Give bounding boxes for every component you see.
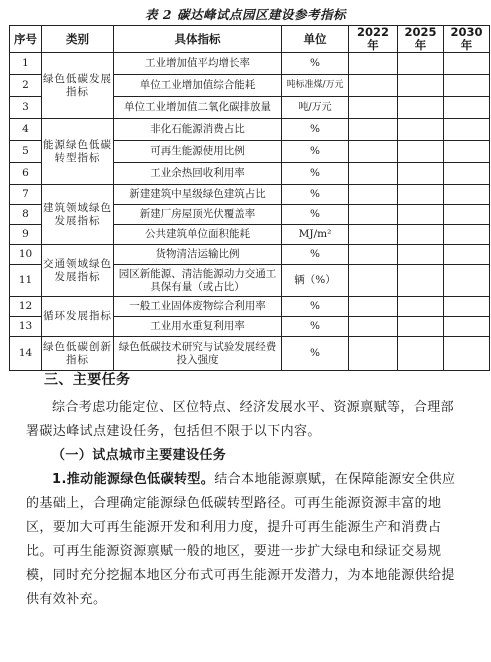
indicator-cell: 货物清洁运输比例 — [114, 245, 282, 265]
value-2030 — [444, 75, 490, 97]
category-cell: 绿色低碳创新指标 — [42, 337, 114, 371]
unit-cell: % — [282, 205, 349, 225]
table-row — [10, 297, 490, 317]
indicator-cell: 工业用水重复利用率 — [114, 317, 282, 337]
value-2030 — [444, 265, 490, 297]
header-2025: 2025 年 — [398, 26, 444, 53]
indicator-cell: 工业余热回收利用率 — [114, 163, 282, 185]
table-row — [10, 245, 490, 265]
value-2025 — [398, 297, 444, 317]
indicator-cell: 一般工业固体废物综合利用率 — [114, 297, 282, 317]
value-2025 — [398, 265, 444, 297]
table-row — [10, 337, 490, 371]
table-row — [10, 53, 490, 75]
value-2022 — [349, 265, 398, 297]
row-number: 7 — [10, 185, 42, 205]
row-number: 4 — [10, 119, 42, 141]
header-2030: 2030 年 — [444, 26, 490, 53]
value-2030 — [444, 317, 490, 337]
unit-cell: % — [282, 119, 349, 141]
row-number: 3 — [10, 97, 42, 119]
indicator-cell: 非化石能源消费占比 — [114, 119, 282, 141]
category-cell: 绿色低碳发展指标 — [42, 53, 114, 119]
category-cell: 能源绿色低碳转型指标 — [42, 119, 114, 185]
row-number: 12 — [10, 297, 42, 317]
header-2022: 2022 年 — [349, 26, 398, 53]
header-unit: 单位 — [282, 26, 349, 53]
row-number: 6 — [10, 163, 42, 185]
table-row — [10, 119, 490, 141]
unit-cell: 吨标准煤/万元 — [282, 75, 349, 97]
row-number: 13 — [10, 317, 42, 337]
row-number: 8 — [10, 205, 42, 225]
value-2025 — [398, 245, 444, 265]
value-2030 — [444, 53, 490, 75]
indicator-cell: 可再生能源使用比例 — [114, 141, 282, 163]
value-2022 — [349, 163, 398, 185]
value-2025 — [398, 75, 444, 97]
unit-cell: % — [282, 163, 349, 185]
value-2030 — [444, 163, 490, 185]
indicator-cell: 公共建筑单位面积能耗 — [114, 225, 282, 245]
value-2022 — [349, 119, 398, 141]
task-text: 结合本地能源禀赋，在保障能源安全供应的基础上，合理确定能源绿色低碳转型路径。可再生能源资源丰富的地区，要加大可再生能源开发和利用力度，提升可再生能源生产和消费占比。可再生能源资源禀赋一般的地区，要进一步扩大绿电和绿证交易规模，同时充分挖掘本地区分布式可再生能源开发潜力，为本地能源供给提供有效补充。 — [26, 472, 456, 607]
unit-cell: 吨/万元 — [282, 97, 349, 119]
header-category: 类别 — [42, 26, 114, 53]
value-2022 — [349, 185, 398, 205]
value-2025 — [398, 317, 444, 337]
unit-cell: % — [282, 317, 349, 337]
category-cell: 交通领域绿色发展指标 — [42, 245, 114, 297]
table-header-row — [10, 26, 490, 53]
value-2022 — [349, 205, 398, 225]
value-2022 — [349, 75, 398, 97]
value-2025 — [398, 141, 444, 163]
section-heading: 三、主要任务 — [44, 372, 131, 388]
value-2030 — [444, 245, 490, 265]
unit-cell: % — [282, 185, 349, 205]
section-intro: 综合考虑功能定位、区位特点、经济发展水平、资源禀赋等，合理部署碳达峰试点建设任务，包括但不限于以下内容。 — [26, 400, 455, 439]
row-number: 2 — [10, 75, 42, 97]
subheading: （一）试点城市主要建设任务 — [52, 448, 227, 463]
section-text — [26, 368, 466, 612]
value-2030 — [444, 225, 490, 245]
indicator-cell: 工业增加值平均增长率 — [114, 53, 282, 75]
value-2025 — [398, 97, 444, 119]
table-caption: 表 2 碳达峰试点园区建设参考指标 — [145, 7, 346, 22]
value-2030 — [444, 141, 490, 163]
unit-cell: % — [282, 337, 349, 371]
unit-cell: % — [282, 53, 349, 75]
value-2025 — [398, 205, 444, 225]
value-2025 — [398, 163, 444, 185]
value-2025 — [398, 337, 444, 371]
value-2030 — [444, 185, 490, 205]
indicator-cell: 新建建筑中星级绿色建筑占比 — [114, 185, 282, 205]
unit-cell: MJ/m² — [282, 225, 349, 245]
row-number: 1 — [10, 53, 42, 75]
category-cell: 循环发展指标 — [42, 297, 114, 337]
value-2025 — [398, 225, 444, 245]
value-2022 — [349, 53, 398, 75]
value-2025 — [398, 185, 444, 205]
row-number: 11 — [10, 265, 42, 297]
unit-cell: % — [282, 245, 349, 265]
header-no: 序号 — [10, 26, 42, 53]
task-paragraph — [26, 468, 466, 612]
indicator-cell: 新建厂房屋顶光伏覆盖率 — [114, 205, 282, 225]
header-indicator: 具体指标 — [114, 26, 282, 53]
indicator-cell: 绿色低碳技术研究与试验发展经费投入强度 — [114, 337, 282, 371]
value-2025 — [398, 119, 444, 141]
value-2030 — [444, 205, 490, 225]
value-2030 — [444, 337, 490, 371]
value-2022 — [349, 97, 398, 119]
value-2022 — [349, 225, 398, 245]
indicator-table — [9, 25, 490, 371]
row-number: 5 — [10, 141, 42, 163]
indicator-cell: 园区新能源、清洁能源动力交通工具保有量（或占比） — [114, 265, 282, 297]
value-2022 — [349, 317, 398, 337]
value-2030 — [444, 97, 490, 119]
row-number: 10 — [10, 245, 42, 265]
value-2022 — [349, 141, 398, 163]
table-row — [10, 185, 490, 205]
category-cell: 建筑领域绿色发展指标 — [42, 185, 114, 245]
value-2030 — [444, 119, 490, 141]
indicator-cell: 单位工业增加值二氧化碳排放量 — [114, 97, 282, 119]
value-2030 — [444, 297, 490, 317]
value-2022 — [349, 337, 398, 371]
unit-cell: % — [282, 141, 349, 163]
value-2022 — [349, 297, 398, 317]
row-number: 9 — [10, 225, 42, 245]
row-number: 14 — [10, 337, 42, 371]
value-2025 — [398, 53, 444, 75]
value-2022 — [349, 245, 398, 265]
unit-cell: 辆（%） — [282, 265, 349, 297]
indicator-cell: 单位工业增加值综合能耗 — [114, 75, 282, 97]
unit-cell: % — [282, 297, 349, 317]
task-title: 1.推动能源绿色低碳转型。 — [52, 472, 215, 487]
